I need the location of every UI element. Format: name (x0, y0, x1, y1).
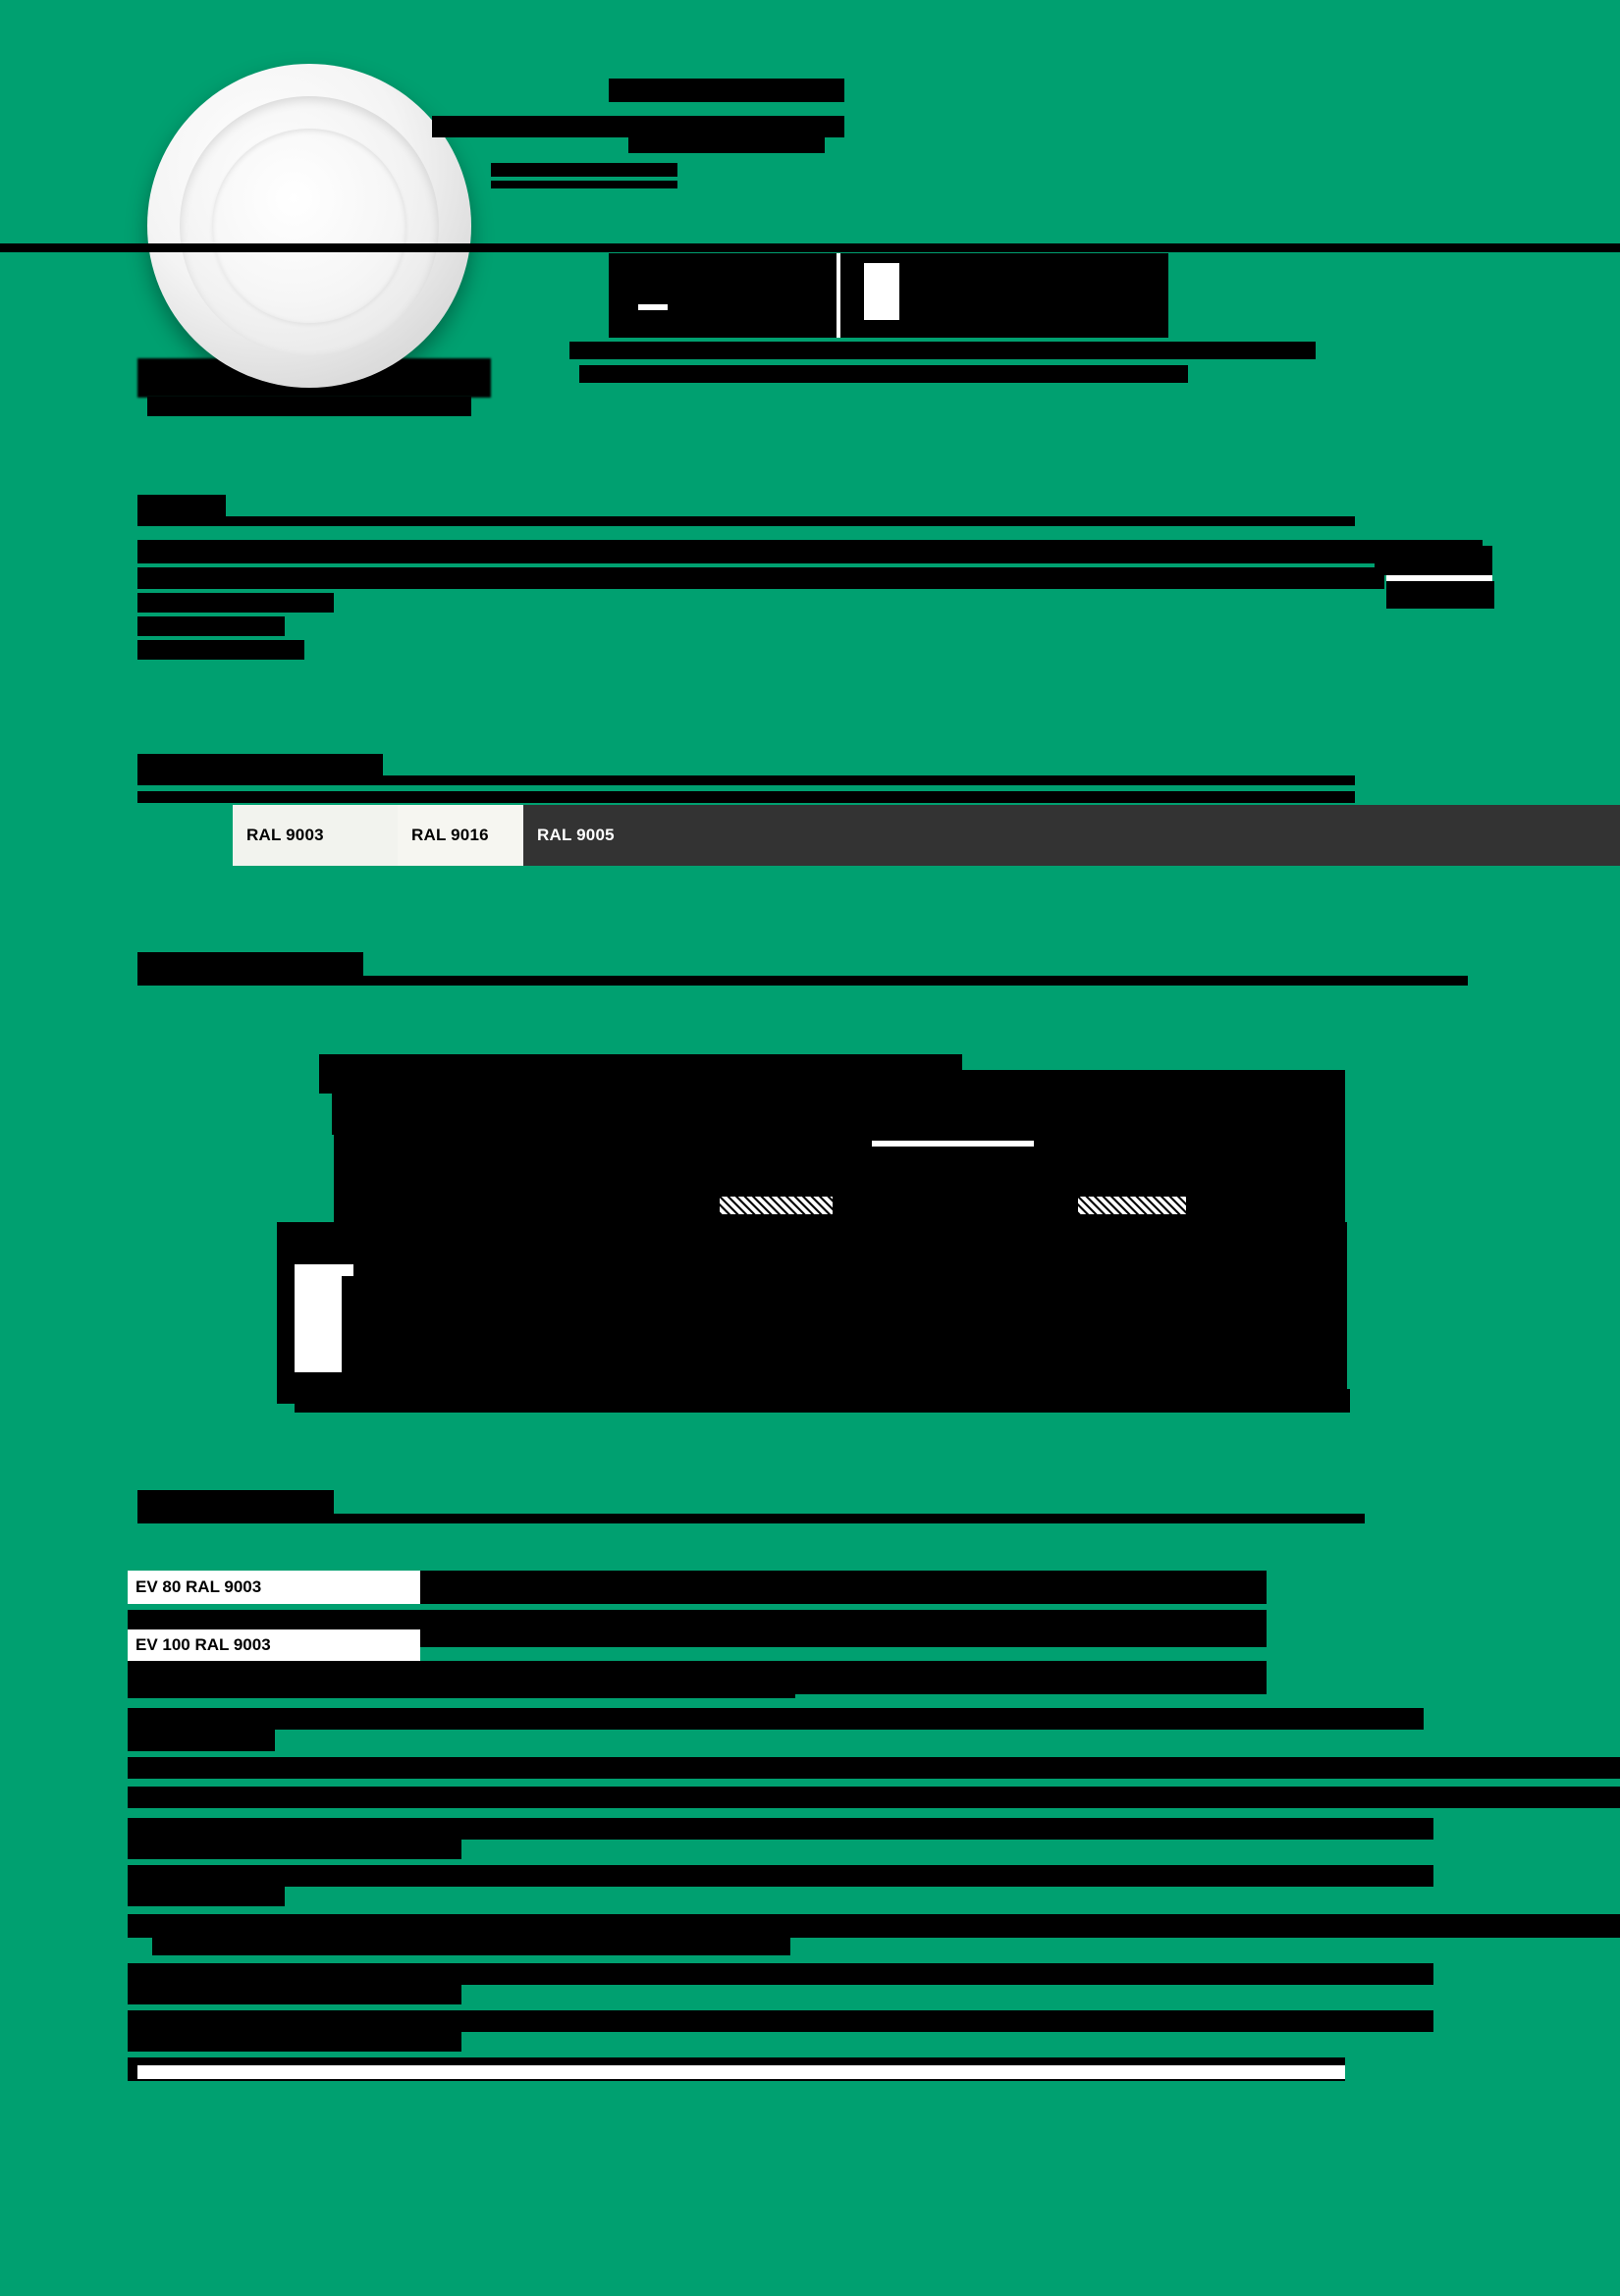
section-4-heading-redaction (137, 1490, 334, 1514)
drawing-hatch-left (720, 1196, 833, 1215)
drawing-dimension-line (872, 1139, 1034, 1148)
header-left-foot-redaction (147, 397, 471, 416)
table-row-9-label (128, 1985, 461, 2004)
header-rule-left (491, 181, 677, 188)
section-3-heading-redaction (137, 952, 363, 976)
table-row-label-text: EV 100 RAL 9003 (135, 1635, 271, 1654)
colour-row-extension (1391, 805, 1620, 866)
drawing-block-lower (277, 1222, 1347, 1404)
drawing-block-main (334, 1070, 1345, 1237)
table-row-3 (128, 1708, 1424, 1730)
round-ceiling-diffuser-image (147, 64, 471, 388)
colour-swatch-label: RAL 9016 (411, 826, 489, 844)
section-1-line-1 (137, 540, 1483, 563)
colour-swatch-label: RAL 9003 (246, 826, 324, 844)
icon-glyph-fan (638, 304, 668, 310)
table-header-col-divider-1 (624, 1571, 632, 1604)
header-line-4-redaction (491, 163, 677, 177)
table-row-5 (128, 1787, 1620, 1808)
header-title-redaction (609, 79, 844, 102)
colour-swatch-label: RAL 9005 (537, 826, 615, 844)
header-subtitle-redaction (432, 116, 844, 137)
section-3-rule-right (1365, 976, 1468, 986)
table-row-7 (128, 1865, 1433, 1887)
section-1-line-5 (137, 640, 304, 660)
section-1-heading-redaction (137, 495, 226, 516)
section-2-rule (137, 775, 1355, 785)
header-divider-rule (0, 243, 1620, 252)
table-row-3-label (128, 1730, 275, 1751)
table-footer-highlight (137, 2065, 1345, 2079)
section-4-rule (137, 1514, 1365, 1523)
drawing-section-wall (342, 1276, 420, 1384)
table-row-10-label (128, 2032, 461, 2052)
diffuser-inner-disc (212, 129, 406, 323)
table-row-10 (128, 2010, 1433, 2032)
section-1-line-4 (137, 616, 285, 636)
table-row-6 (128, 1818, 1433, 1840)
header-line-3-redaction (628, 137, 825, 153)
section-2-subline (137, 791, 1355, 803)
table-row-6-label (128, 1840, 461, 1859)
table-row-2-cells (128, 1669, 795, 1698)
table-row-label-ev100 (128, 1629, 420, 1661)
icon-glyph-filter (864, 263, 899, 320)
icon-caption-redaction (569, 342, 1316, 359)
section-3-rule (137, 976, 1365, 986)
table-row-7-label (128, 1887, 285, 1906)
table-row-4 (128, 1757, 1620, 1779)
table-row-label-ev80 (128, 1571, 420, 1604)
colour-swatch-ral-9003[interactable] (233, 805, 398, 866)
section-1-line-3 (137, 593, 334, 613)
table-row-8 (128, 1914, 1620, 1938)
section-1-rule (137, 516, 1355, 526)
table-row-9 (128, 1963, 1433, 1985)
table-row-8-cells (152, 1938, 790, 1955)
drawing-right-stub (923, 1054, 962, 1084)
drawing-left-stub (332, 1076, 351, 1135)
section-1-sidebox-2 (1386, 581, 1494, 609)
icon-caption-redaction-2 (579, 365, 1188, 383)
section-2-heading-redaction (137, 754, 383, 775)
drawing-caption-redaction (295, 1389, 1350, 1413)
icon-strip-divider (837, 253, 840, 338)
section-1-sidebox (1375, 546, 1492, 575)
colour-swatch-ral-9016[interactable] (398, 805, 523, 866)
table-row-label-text: EV 80 RAL 9003 (135, 1577, 262, 1596)
section-1-line-2 (137, 567, 1384, 589)
drawing-hatch-right (1078, 1196, 1186, 1215)
